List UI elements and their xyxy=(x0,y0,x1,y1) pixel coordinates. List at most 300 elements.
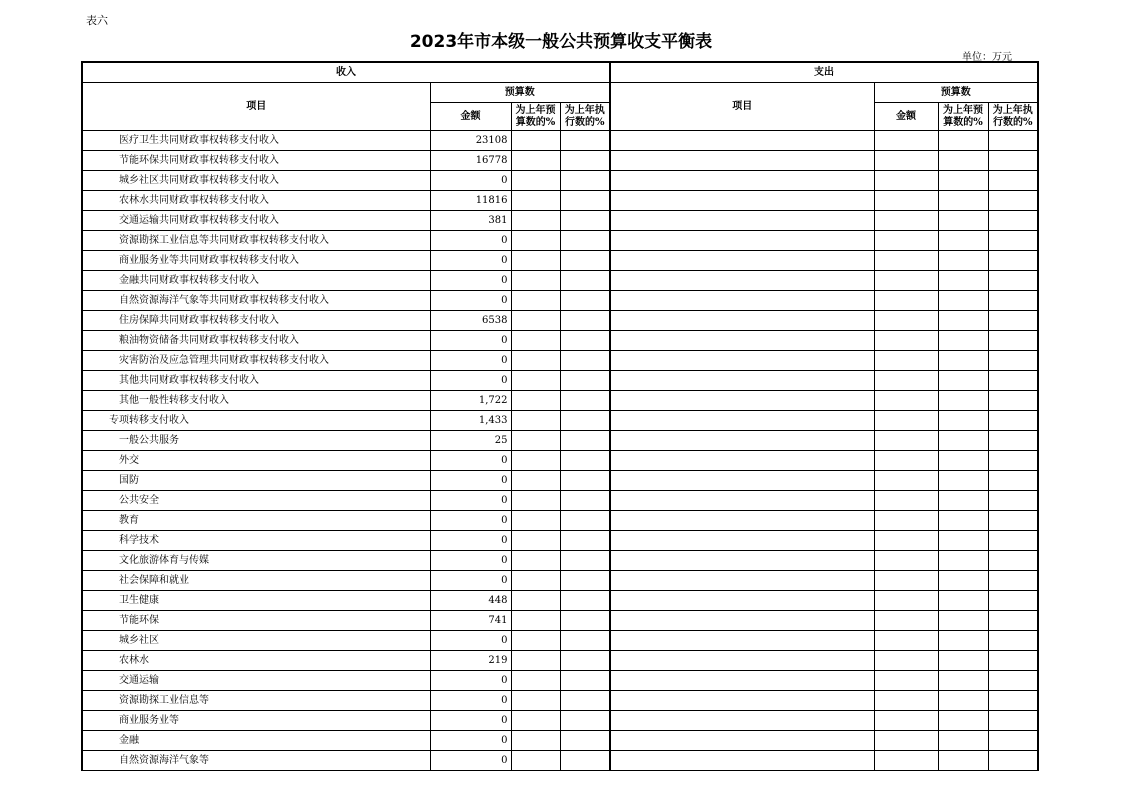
income-item-cell: 商业服务业等 xyxy=(82,711,430,731)
income-pct-budget-cell xyxy=(511,271,560,291)
income-item-cell: 其他共同财政事权转移支付收入 xyxy=(82,371,430,391)
expense-pct-budget-cell xyxy=(938,191,988,211)
expense-pct-budget-cell xyxy=(938,131,988,151)
expense-item-cell xyxy=(610,531,874,551)
expense-pct-exec-cell xyxy=(988,311,1038,331)
expense-amount-cell xyxy=(874,571,938,591)
income-pct-budget-cell xyxy=(511,651,560,671)
expense-pct-budget-cell xyxy=(938,391,988,411)
income-pct-exec-cell xyxy=(560,591,610,611)
income-pct-exec-cell xyxy=(560,291,610,311)
expense-amount-cell xyxy=(874,151,938,171)
expense-pct-exec-cell xyxy=(988,631,1038,651)
income-amount-cell: 381 xyxy=(430,211,511,231)
expense-pct-exec-cell xyxy=(988,591,1038,611)
income-item-cell: 社会保障和就业 xyxy=(82,571,430,591)
income-pct-budget-cell xyxy=(511,531,560,551)
income-pct-exec-cell xyxy=(560,611,610,631)
expense-item-cell xyxy=(610,331,874,351)
income-amount-cell: 0 xyxy=(430,631,511,651)
table-row xyxy=(82,171,1038,191)
expense-item-cell xyxy=(610,471,874,491)
income-pct-exec-cell xyxy=(560,531,610,551)
table-row xyxy=(82,351,1038,371)
expense-pct-prev-exec-header: 为上年执行数的% xyxy=(988,103,1038,131)
expense-pct-budget-cell xyxy=(938,471,988,491)
income-amount-cell: 0 xyxy=(430,711,511,731)
income-amount-cell: 0 xyxy=(430,531,511,551)
expense-amount-cell xyxy=(874,631,938,651)
expense-pct-exec-cell xyxy=(988,611,1038,631)
income-header: 收入 xyxy=(82,62,610,83)
expense-item-cell xyxy=(610,411,874,431)
expense-item-cell xyxy=(610,171,874,191)
income-pct-exec-cell xyxy=(560,411,610,431)
expense-budget-header: 预算数 xyxy=(874,83,1038,103)
income-pct-exec-cell xyxy=(560,491,610,511)
income-pct-budget-cell xyxy=(511,351,560,371)
expense-pct-budget-cell xyxy=(938,591,988,611)
income-item-cell: 医疗卫生共同财政事权转移支付收入 xyxy=(82,131,430,151)
expense-pct-exec-cell xyxy=(988,371,1038,391)
income-amount-cell: 0 xyxy=(430,471,511,491)
income-pct-budget-cell xyxy=(511,491,560,511)
expense-amount-cell xyxy=(874,391,938,411)
table-row xyxy=(82,311,1038,331)
expense-item-cell xyxy=(610,391,874,411)
expense-pct-exec-cell xyxy=(988,691,1038,711)
expense-header: 支出 xyxy=(610,62,1038,83)
expense-amount-cell xyxy=(874,731,938,751)
expense-pct-exec-cell xyxy=(988,671,1038,691)
expense-amount-cell xyxy=(874,671,938,691)
table-row xyxy=(82,391,1038,411)
expense-item-cell xyxy=(610,691,874,711)
expense-amount-cell xyxy=(874,271,938,291)
income-amount-cell: 23108 xyxy=(430,131,511,151)
expense-pct-budget-cell xyxy=(938,411,988,431)
expense-item-cell xyxy=(610,511,874,531)
table-row xyxy=(82,371,1038,391)
income-pct-budget-cell xyxy=(511,471,560,491)
income-item-header: 项目 xyxy=(82,83,430,131)
expense-item-cell xyxy=(610,271,874,291)
expense-pct-exec-cell xyxy=(988,651,1038,671)
expense-amount-cell xyxy=(874,611,938,631)
income-pct-exec-cell xyxy=(560,371,610,391)
expense-pct-budget-cell xyxy=(938,251,988,271)
income-pct-budget-cell xyxy=(511,591,560,611)
income-pct-budget-cell xyxy=(511,231,560,251)
income-amount-cell: 0 xyxy=(430,551,511,571)
expense-amount-cell xyxy=(874,751,938,771)
expense-amount-cell xyxy=(874,411,938,431)
expense-pct-budget-cell xyxy=(938,491,988,511)
income-item-cell: 住房保障共同财政事权转移支付收入 xyxy=(82,311,430,331)
unit-label: 单位：万元 xyxy=(962,52,1012,63)
income-item-cell: 商业服务业等共同财政事权转移支付收入 xyxy=(82,251,430,271)
table-row xyxy=(82,511,1038,531)
income-amount-cell: 219 xyxy=(430,651,511,671)
income-amount-cell: 0 xyxy=(430,511,511,531)
income-amount-cell: 11816 xyxy=(430,191,511,211)
table-row xyxy=(82,571,1038,591)
income-amount-cell: 6538 xyxy=(430,311,511,331)
expense-item-cell xyxy=(610,451,874,471)
expense-amount-cell xyxy=(874,711,938,731)
income-item-cell: 教育 xyxy=(82,511,430,531)
income-item-cell: 资源勘探工业信息等 xyxy=(82,691,430,711)
income-pct-exec-cell xyxy=(560,631,610,651)
income-amount-cell: 1,722 xyxy=(430,391,511,411)
income-item-cell: 金融共同财政事权转移支付收入 xyxy=(82,271,430,291)
expense-pct-exec-cell xyxy=(988,471,1038,491)
balance-table xyxy=(81,61,1039,771)
expense-pct-budget-cell xyxy=(938,611,988,631)
table-row xyxy=(82,291,1038,311)
expense-item-cell xyxy=(610,431,874,451)
expense-item-cell xyxy=(610,131,874,151)
table-row xyxy=(82,631,1038,651)
expense-item-cell xyxy=(610,251,874,271)
income-amount-cell: 0 xyxy=(430,571,511,591)
expense-pct-exec-cell xyxy=(988,551,1038,571)
income-amount-header: 金额 xyxy=(430,103,511,131)
income-pct-budget-cell xyxy=(511,291,560,311)
expense-pct-budget-cell xyxy=(938,351,988,371)
expense-pct-budget-cell xyxy=(938,631,988,651)
expense-pct-exec-cell xyxy=(988,491,1038,511)
expense-pct-budget-cell xyxy=(938,651,988,671)
income-item-cell: 公共安全 xyxy=(82,491,430,511)
expense-pct-budget-cell xyxy=(938,231,988,251)
table-row xyxy=(82,331,1038,351)
expense-pct-exec-cell xyxy=(988,171,1038,191)
expense-amount-cell xyxy=(874,591,938,611)
table-row xyxy=(82,231,1038,251)
table-row xyxy=(82,411,1038,431)
income-pct-exec-cell xyxy=(560,651,610,671)
table-row xyxy=(82,251,1038,271)
expense-item-cell xyxy=(610,351,874,371)
income-amount-cell: 25 xyxy=(430,431,511,451)
expense-amount-cell xyxy=(874,311,938,331)
expense-amount-cell xyxy=(874,171,938,191)
expense-item-cell xyxy=(610,751,874,771)
income-pct-budget-cell xyxy=(511,131,560,151)
income-pct-budget-cell xyxy=(511,691,560,711)
income-amount-cell: 0 xyxy=(430,451,511,471)
expense-item-cell xyxy=(610,611,874,631)
income-pct-exec-cell xyxy=(560,251,610,271)
income-amount-cell: 16778 xyxy=(430,151,511,171)
income-item-cell: 节能环保共同财政事权转移支付收入 xyxy=(82,151,430,171)
income-pct-exec-cell xyxy=(560,431,610,451)
income-amount-cell: 0 xyxy=(430,731,511,751)
income-pct-exec-cell xyxy=(560,351,610,371)
income-pct-budget-cell xyxy=(511,311,560,331)
income-pct-budget-cell xyxy=(511,331,560,351)
expense-pct-budget-cell xyxy=(938,171,988,191)
expense-amount-cell xyxy=(874,131,938,151)
income-pct-exec-cell xyxy=(560,311,610,331)
income-item-cell: 粮油物资储备共同财政事权转移支付收入 xyxy=(82,331,430,351)
expense-pct-budget-cell xyxy=(938,731,988,751)
income-amount-cell: 1,433 xyxy=(430,411,511,431)
income-pct-exec-cell xyxy=(560,751,610,771)
sheet-label: 表六 xyxy=(86,14,108,27)
table-row xyxy=(82,431,1038,451)
income-pct-prev-budget-header: 为上年预算数的% xyxy=(511,103,560,131)
expense-pct-exec-cell xyxy=(988,191,1038,211)
table-row xyxy=(82,471,1038,491)
expense-pct-exec-cell xyxy=(988,211,1038,231)
income-pct-budget-cell xyxy=(511,631,560,651)
expense-pct-exec-cell xyxy=(988,391,1038,411)
expense-amount-header: 金额 xyxy=(874,103,938,131)
income-pct-budget-cell xyxy=(511,451,560,471)
expense-item-cell xyxy=(610,291,874,311)
income-pct-exec-cell xyxy=(560,571,610,591)
income-item-cell: 外交 xyxy=(82,451,430,471)
income-pct-exec-cell xyxy=(560,211,610,231)
table-row xyxy=(82,671,1038,691)
table-row xyxy=(82,611,1038,631)
income-item-cell: 灾害防治及应急管理共同财政事权转移支付收入 xyxy=(82,351,430,371)
income-item-cell: 专项转移支付收入 xyxy=(82,411,430,431)
income-pct-exec-cell xyxy=(560,131,610,151)
income-pct-budget-cell xyxy=(511,711,560,731)
expense-pct-budget-cell xyxy=(938,551,988,571)
expense-pct-budget-cell xyxy=(938,271,988,291)
income-pct-exec-cell xyxy=(560,451,610,471)
income-item-cell: 自然资源海洋气象等共同财政事权转移支付收入 xyxy=(82,291,430,311)
table-row xyxy=(82,491,1038,511)
income-item-cell: 农林水共同财政事权转移支付收入 xyxy=(82,191,430,211)
expense-amount-cell xyxy=(874,191,938,211)
income-pct-prev-exec-header: 为上年执行数的% xyxy=(560,103,610,131)
expense-pct-exec-cell xyxy=(988,131,1038,151)
income-item-cell: 资源勘探工业信息等共同财政事权转移支付收入 xyxy=(82,231,430,251)
income-pct-budget-cell xyxy=(511,251,560,271)
expense-amount-cell xyxy=(874,211,938,231)
income-pct-budget-cell xyxy=(511,171,560,191)
expense-item-cell xyxy=(610,371,874,391)
income-budget-header: 预算数 xyxy=(430,83,610,103)
income-pct-budget-cell xyxy=(511,371,560,391)
expense-pct-exec-cell xyxy=(988,571,1038,591)
income-amount-cell: 0 xyxy=(430,171,511,191)
income-pct-exec-cell xyxy=(560,551,610,571)
expense-pct-exec-cell xyxy=(988,531,1038,551)
income-pct-budget-cell xyxy=(511,391,560,411)
table-row xyxy=(82,191,1038,211)
expense-pct-exec-cell xyxy=(988,351,1038,371)
page-title: 2023年市本级一般公共预算收支平衡表 xyxy=(409,32,713,52)
expense-pct-budget-cell xyxy=(938,691,988,711)
expense-amount-cell xyxy=(874,471,938,491)
table-row xyxy=(82,451,1038,471)
income-item-cell: 农林水 xyxy=(82,651,430,671)
table-row xyxy=(82,691,1038,711)
expense-item-cell xyxy=(610,191,874,211)
expense-pct-exec-cell xyxy=(988,271,1038,291)
income-pct-exec-cell xyxy=(560,271,610,291)
expense-pct-budget-cell xyxy=(938,331,988,351)
income-item-cell: 城乡社区 xyxy=(82,631,430,651)
expense-pct-exec-cell xyxy=(988,331,1038,351)
table-row xyxy=(82,531,1038,551)
income-item-cell: 卫生健康 xyxy=(82,591,430,611)
table-row xyxy=(82,731,1038,751)
expense-pct-budget-cell xyxy=(938,571,988,591)
income-amount-cell: 0 xyxy=(430,691,511,711)
expense-pct-budget-cell xyxy=(938,531,988,551)
income-item-cell: 其他一般性转移支付收入 xyxy=(82,391,430,411)
income-pct-budget-cell xyxy=(511,511,560,531)
expense-item-cell xyxy=(610,711,874,731)
expense-pct-budget-cell xyxy=(938,291,988,311)
income-pct-budget-cell xyxy=(511,671,560,691)
table-row xyxy=(82,131,1038,151)
expense-amount-cell xyxy=(874,231,938,251)
income-item-cell: 金融 xyxy=(82,731,430,751)
income-amount-cell: 0 xyxy=(430,491,511,511)
income-item-cell: 交通运输 xyxy=(82,671,430,691)
expense-amount-cell xyxy=(874,531,938,551)
expense-item-cell xyxy=(610,571,874,591)
expense-item-cell xyxy=(610,211,874,231)
income-item-cell: 自然资源海洋气象等 xyxy=(82,751,430,771)
expense-pct-budget-cell xyxy=(938,751,988,771)
income-amount-cell: 0 xyxy=(430,371,511,391)
income-pct-budget-cell xyxy=(511,151,560,171)
table-row xyxy=(82,711,1038,731)
expense-item-cell xyxy=(610,311,874,331)
expense-pct-exec-cell xyxy=(988,251,1038,271)
expense-pct-budget-cell xyxy=(938,431,988,451)
expense-pct-budget-cell xyxy=(938,371,988,391)
expense-pct-budget-cell xyxy=(938,151,988,171)
income-pct-budget-cell xyxy=(511,211,560,231)
income-amount-cell: 0 xyxy=(430,351,511,371)
income-pct-exec-cell xyxy=(560,671,610,691)
expense-amount-cell xyxy=(874,491,938,511)
table-row xyxy=(82,151,1038,171)
expense-pct-budget-cell xyxy=(938,711,988,731)
table-row xyxy=(82,591,1038,611)
income-amount-cell: 741 xyxy=(430,611,511,631)
expense-amount-cell xyxy=(874,351,938,371)
expense-amount-cell xyxy=(874,511,938,531)
table-row xyxy=(82,551,1038,571)
income-pct-budget-cell xyxy=(511,411,560,431)
income-pct-exec-cell xyxy=(560,171,610,191)
income-pct-exec-cell xyxy=(560,331,610,351)
expense-item-cell xyxy=(610,231,874,251)
income-item-cell: 交通运输共同财政事权转移支付收入 xyxy=(82,211,430,231)
expense-item-cell xyxy=(610,651,874,671)
expense-amount-cell xyxy=(874,291,938,311)
income-pct-exec-cell xyxy=(560,471,610,491)
income-pct-budget-cell xyxy=(511,751,560,771)
income-amount-cell: 448 xyxy=(430,591,511,611)
expense-item-header: 项目 xyxy=(610,83,874,131)
income-pct-exec-cell xyxy=(560,191,610,211)
income-amount-cell: 0 xyxy=(430,271,511,291)
table-row xyxy=(82,271,1038,291)
expense-pct-budget-cell xyxy=(938,311,988,331)
expense-item-cell xyxy=(610,591,874,611)
expense-pct-exec-cell xyxy=(988,751,1038,771)
expense-item-cell xyxy=(610,731,874,751)
income-pct-budget-cell xyxy=(511,191,560,211)
expense-item-cell xyxy=(610,151,874,171)
expense-amount-cell xyxy=(874,331,938,351)
expense-pct-exec-cell xyxy=(988,711,1038,731)
expense-amount-cell xyxy=(874,551,938,571)
table-body xyxy=(82,131,1038,771)
expense-item-cell xyxy=(610,631,874,651)
income-item-cell: 一般公共服务 xyxy=(82,431,430,451)
expense-pct-exec-cell xyxy=(988,411,1038,431)
expense-pct-budget-cell xyxy=(938,211,988,231)
expense-pct-exec-cell xyxy=(988,511,1038,531)
expense-pct-exec-cell xyxy=(988,431,1038,451)
expense-amount-cell xyxy=(874,431,938,451)
income-pct-exec-cell xyxy=(560,711,610,731)
expense-pct-exec-cell xyxy=(988,451,1038,471)
expense-item-cell xyxy=(610,491,874,511)
income-item-cell: 节能环保 xyxy=(82,611,430,631)
table-row xyxy=(82,651,1038,671)
expense-pct-exec-cell xyxy=(988,291,1038,311)
income-item-cell: 文化旅游体育与传媒 xyxy=(82,551,430,571)
income-pct-exec-cell xyxy=(560,391,610,411)
expense-amount-cell xyxy=(874,451,938,471)
expense-item-cell xyxy=(610,551,874,571)
income-pct-budget-cell xyxy=(511,551,560,571)
income-amount-cell: 0 xyxy=(430,251,511,271)
income-pct-exec-cell xyxy=(560,151,610,171)
income-pct-exec-cell xyxy=(560,231,610,251)
income-amount-cell: 0 xyxy=(430,331,511,351)
income-pct-budget-cell xyxy=(511,431,560,451)
expense-pct-budget-cell xyxy=(938,511,988,531)
income-pct-budget-cell xyxy=(511,571,560,591)
income-pct-budget-cell xyxy=(511,611,560,631)
expense-item-cell xyxy=(610,671,874,691)
expense-amount-cell xyxy=(874,251,938,271)
expense-pct-exec-cell xyxy=(988,151,1038,171)
income-amount-cell: 0 xyxy=(430,231,511,251)
income-item-cell: 科学技术 xyxy=(82,531,430,551)
expense-amount-cell xyxy=(874,371,938,391)
expense-pct-budget-cell xyxy=(938,671,988,691)
expense-pct-prev-budget-header: 为上年预算数的% xyxy=(938,103,988,131)
income-pct-budget-cell xyxy=(511,731,560,751)
income-pct-exec-cell xyxy=(560,731,610,751)
income-item-cell: 国防 xyxy=(82,471,430,491)
expense-pct-budget-cell xyxy=(938,451,988,471)
expense-pct-exec-cell xyxy=(988,731,1038,751)
income-pct-exec-cell xyxy=(560,511,610,531)
income-amount-cell: 0 xyxy=(430,671,511,691)
expense-amount-cell xyxy=(874,651,938,671)
income-amount-cell: 0 xyxy=(430,751,511,771)
expense-pct-exec-cell xyxy=(988,231,1038,251)
income-amount-cell: 0 xyxy=(430,291,511,311)
